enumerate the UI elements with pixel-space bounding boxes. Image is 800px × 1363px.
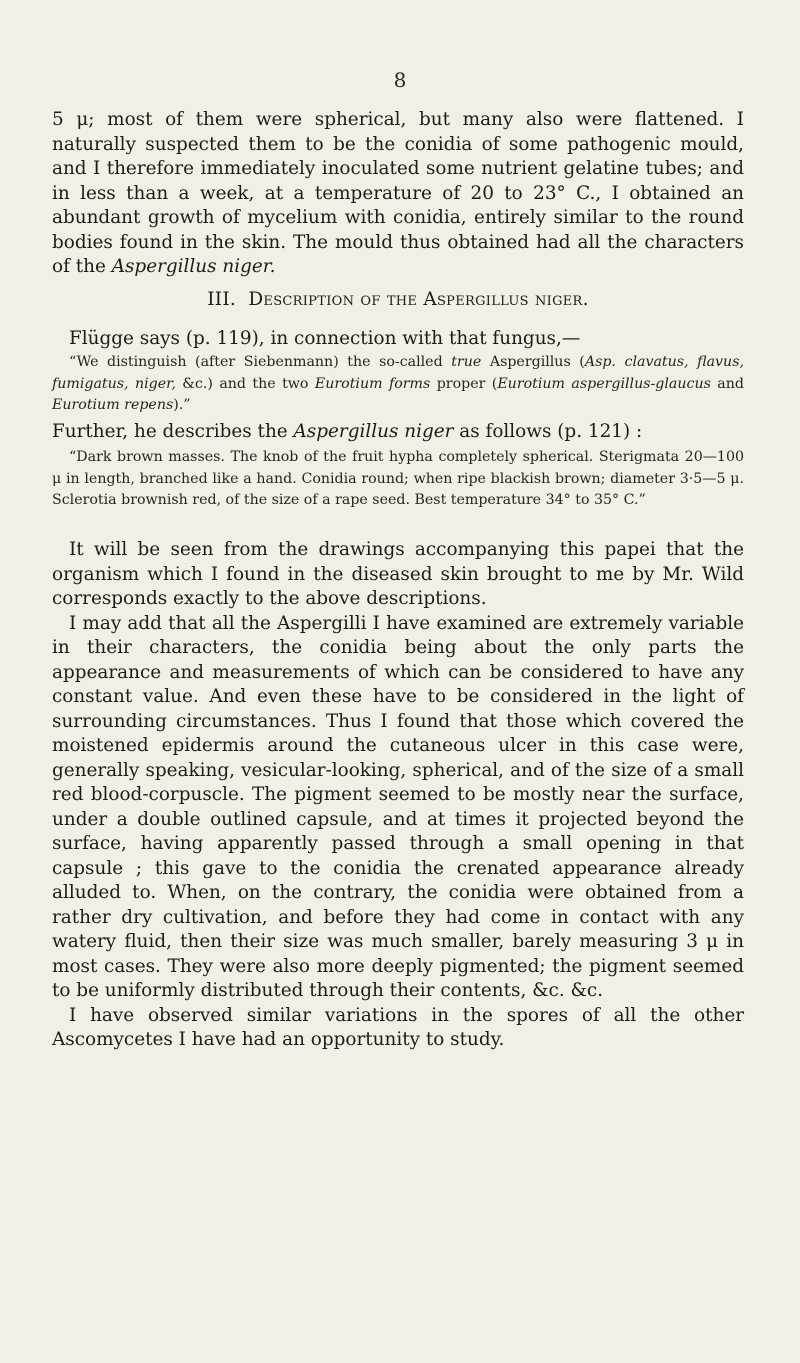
quote1-italic-eurotium-forms: Eurotium forms <box>314 375 431 392</box>
paragraph-ascomycetes: I have observed similar variations in the spores of all the other Ascomycetes I have had an opportunity to study. <box>52 1004 744 1050</box>
further-part-a: Further, he describes the <box>52 421 294 442</box>
quote1-part-d: proper ( <box>430 375 498 392</box>
paragraph-drawings: It will be seen from the drawings accompanying this papei that the organism which I found in the diseased skin brought to me by Mr. Wild corresponds exactly to the above descriptions. <box>52 539 744 609</box>
further-italic-species: Aspergillus niger <box>293 421 454 442</box>
quote2-part-a: “Dark brown masses. The knob of the fruit hypha completely spherical. Sterigmata 20—100 <box>69 449 744 465</box>
quote2-mu-1: μ <box>52 470 62 487</box>
quote1-part-f: ).” <box>173 397 191 413</box>
quote1-italic-true: true <box>451 354 482 370</box>
quote1-part-e: and <box>710 375 744 392</box>
section-title: Description of the Aspergillus niger. <box>248 289 589 310</box>
paragraph-variability: I may add that all the Aspergilli I have examined are extremely variable in their characters, the conidia being about the only parts the appearance and measurements of which can be considered to have any constant value. And even these have to be considered in the light of surrounding circumstances. Thus I found that those which covered the moistened epidermis around the cutaneous ulcer in this case were, generally speaking, vesicular-looking, spherical, and of the size of a small red blood-corpuscle. The pigment seemed to be mostly near the surface, under a double outlined capsule, and at times it projected beyond the surface, having apparently passed through a small opening in that capsule ; this gave to the conidia the crenated appearance already alluded to. When, on the contrary, the conidia were obtained from a rather dry cultivation, and before they had come in contact with any watery fluid, then their size was much smaller, barely measuring 3 μ in most cases. They were also more deeply pigmented; the pigment seemed to be uniformly distributed through their contents, &c. &c. <box>52 612 744 1001</box>
intro-lead: 5 μ; most of them were spherical, but many also were flattened. I naturally suspected them to be the conidia of some pathogenic mould, and I therefore immediately inoculated some nutrient gelatine tubes; and in less than a week, at a temperature of 20 to 23° C., I obtained an abundant growth of mycelium with conidia, entirely similar to the round bodies found in the skin. The mould thus obtained had all the characters of the <box>52 109 744 277</box>
intro-text <box>52 108 744 280</box>
further-text <box>52 420 744 445</box>
description-quote <box>52 447 744 512</box>
quote1-italic-species: Asp. clavatus, flavus, fumigatus, niger, <box>52 354 744 392</box>
further-part-b: as follows (p. 121) : <box>453 421 643 442</box>
quote2-part-b: in length, branched like a hand. Conidia round; when ripe blackish brown; diameter 3·5—5 <box>61 470 731 487</box>
flugge-section <box>52 327 744 352</box>
quote1-part-a: “We distinguish (after Siebenmann) the so-called <box>69 354 452 370</box>
section-heading <box>52 288 744 313</box>
further-section <box>52 420 744 445</box>
page-number: 8 <box>393 68 407 92</box>
quote2-mu-2: μ <box>730 470 740 487</box>
flugge-intro: Flügge says (p. 119), in connection with that fungus,— <box>69 328 581 349</box>
siebenmann-quote <box>52 352 744 417</box>
section-numeral: III. <box>207 289 237 310</box>
quote1-part-c: &c.) and the two <box>175 375 315 392</box>
species-name: Aspergillus niger. <box>111 256 276 277</box>
quote-block-1 <box>52 352 744 417</box>
quote1-italic-glaucus: Eurotium aspergillus-glaucus <box>497 375 711 392</box>
intro-paragraph <box>52 108 744 280</box>
quote1-part-b: Aspergillus ( <box>481 354 585 370</box>
main-paragraphs <box>52 538 744 1053</box>
section-heading-block <box>52 288 744 313</box>
quote-block-2 <box>52 447 744 512</box>
quote2-part-c: . Sclerotia brownish red, of the size of a rape seed. Best temperature 34° to 35° C.” <box>52 470 744 508</box>
quote1-italic-repens: Eurotium repens <box>52 397 174 413</box>
